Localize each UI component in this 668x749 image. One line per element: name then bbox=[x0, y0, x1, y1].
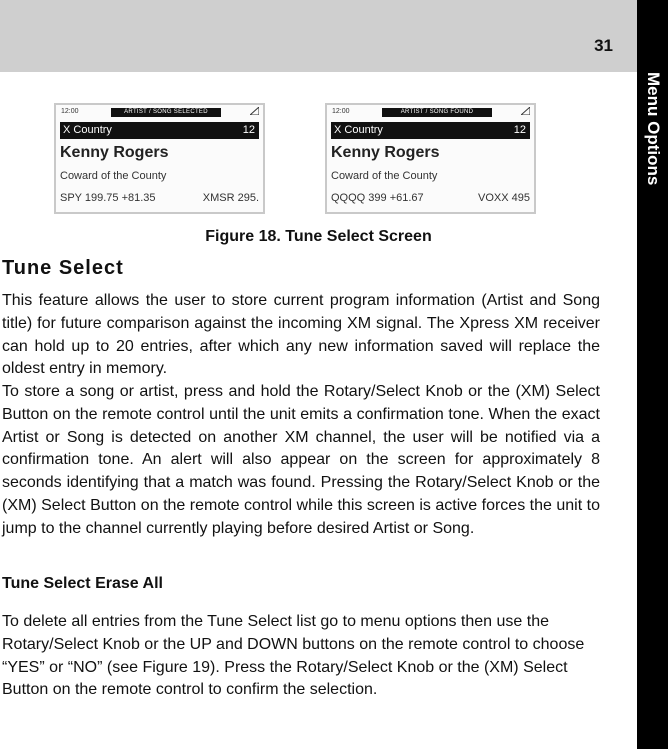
song-title: Coward of the County bbox=[331, 170, 438, 182]
ticker-left: SPY 199.75 +81.35 bbox=[60, 192, 156, 204]
figure-caption: Figure 18. Tune Select Screen bbox=[205, 228, 432, 245]
status-badge: ARTIST / SONG FOUND bbox=[382, 108, 492, 117]
clock-time: 12:00 bbox=[61, 108, 79, 115]
sidebar bbox=[637, 0, 668, 749]
song-title: Coward of the County bbox=[60, 170, 167, 182]
section-heading: Tune Select bbox=[2, 257, 124, 279]
channel-bar bbox=[60, 122, 259, 139]
stock-ticker bbox=[60, 192, 259, 204]
channel-number: 12 bbox=[513, 124, 526, 136]
artist-name: Kenny Rogers bbox=[331, 144, 440, 161]
paragraph-erase: To delete all entries from the Tune Select list go to menu options then use the Rotary/Select Knob or the UP and DOWN buttons on the remote control to choose “YES” or “NO” (see Figure 19). Press the Rotary/Select Knob or the (XM) Select Button on the remote control to confirm the selection. bbox=[2, 613, 585, 699]
ticker-right: XMSR 295. bbox=[202, 192, 259, 204]
paragraph-store: To store a song or artist, press and hold the Rotary/Select Knob or the (XM) Select Button on the remote control until the unit emits a confirmation tone. When the exact Artist or Song is detected on another XM channel, the user will be notified via a confirmation tone. An alert will also appear on the screen for approximately 8 seconds identifying that a match was found. Pressing the Rotary/Select Knob or the (XM) Select Button on the remote control while this screen is active forces the unit to jump to the channel currently playing before desired Artist or Song. bbox=[2, 383, 600, 537]
tune-select-screen-found bbox=[325, 103, 536, 214]
clock-time: 12:00 bbox=[332, 108, 350, 115]
signal-icon bbox=[521, 107, 530, 117]
status-badge: ARTIST / SONG SELECTED bbox=[111, 108, 221, 117]
ticker-left: QQQQ 399 +61.67 bbox=[331, 192, 424, 204]
signal-icon bbox=[250, 107, 259, 117]
sidebar-title: Menu Options bbox=[644, 72, 663, 186]
channel-bar bbox=[331, 122, 530, 139]
stock-ticker bbox=[331, 192, 530, 204]
artist-name: Kenny Rogers bbox=[60, 144, 169, 161]
channel-name: X Country bbox=[63, 124, 112, 136]
page-number: 31 bbox=[594, 36, 613, 55]
ticker-right: VOXX 495 bbox=[478, 192, 530, 204]
paragraph-intro: This feature allows the user to store current program information (Artist and Song title) for future comparison against the incoming XM signal. The Xpress XM receiver can hold up to 20 entries, after which any new information saved will replace the oldest entry in memory. bbox=[2, 292, 600, 378]
channel-number: 12 bbox=[242, 124, 255, 136]
tune-select-screen-selected bbox=[54, 103, 265, 214]
subsection-heading: Tune Select Erase All bbox=[2, 575, 163, 592]
header-bar bbox=[0, 0, 637, 72]
channel-name: X Country bbox=[334, 124, 383, 136]
